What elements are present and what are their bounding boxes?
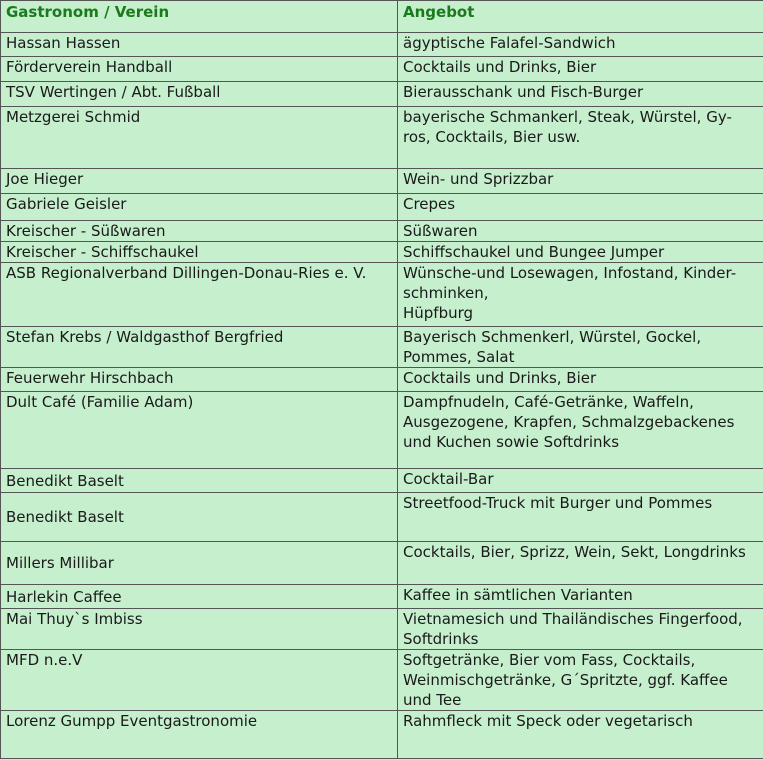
table-row — [1, 221, 763, 242]
offer-cell: Softgetränke, Bier vom Fass, Cocktails, Weinmischgetränke, G´Spritzte, ggf. Kaffee und Tee — [398, 650, 763, 711]
vendor-cell: Feuerwehr Hirschbach — [1, 368, 398, 392]
vendor-cell: Joe Hieger — [1, 169, 398, 194]
vendor-cell: Benedikt Baselt — [1, 469, 398, 493]
table-row — [1, 368, 763, 392]
offer-cell: Cocktail-Bar — [398, 469, 763, 493]
table-row — [1, 493, 763, 542]
table-row — [1, 82, 763, 107]
table-row — [1, 711, 763, 759]
vendor-cell: Kreischer - Süßwaren — [1, 221, 398, 242]
vendor-cell: Millers Millibar — [1, 542, 398, 585]
vendor-cell: MFD n.e.V — [1, 650, 398, 711]
table-row — [1, 242, 763, 263]
offer-cell: Cocktails, Bier, Sprizz, Wein, Sekt, Longdrinks — [398, 542, 763, 585]
offer-cell: Kaffee in sämtlichen Varianten — [398, 585, 763, 609]
vendor-cell: Metzgerei Schmid — [1, 107, 398, 169]
table-row — [1, 542, 763, 585]
table-row — [1, 263, 763, 327]
table-row — [1, 650, 763, 711]
vendor-cell: Förderverein Handball — [1, 57, 398, 82]
vendor-cell: Benedikt Baselt — [1, 493, 398, 542]
offer-cell: Cocktails und Drinks, Bier — [398, 368, 763, 392]
offer-cell: bayerische Schmankerl, Steak, Würstel, Gy- ros, Cocktails, Bier usw. — [398, 107, 763, 169]
offer-cell: Streetfood-Truck mit Burger und Pommes — [398, 493, 763, 542]
offer-cell: Dampfnudeln, Café-Getränke, Waffeln, Ausgezogene, Krapfen, Schmalzgebackenes und Kuchen sowie Softdrinks — [398, 392, 763, 469]
vendor-cell: Kreischer - Schiffschaukel — [1, 242, 398, 263]
header-vendor: Gastronom / Verein — [1, 1, 398, 33]
table-row — [1, 194, 763, 221]
table-row — [1, 327, 763, 368]
offer-cell: Crepes — [398, 194, 763, 221]
offer-cell: Wein- und Sprizzbar — [398, 169, 763, 194]
vendor-cell: Dult Café (Familie Adam) — [1, 392, 398, 469]
vendor-cell: Lorenz Gumpp Eventgastronomie — [1, 711, 398, 759]
table-row — [1, 57, 763, 82]
offer-cell: Bierausschank und Fisch-Burger — [398, 82, 763, 107]
offer-cell: ägyptische Falafel-Sandwich — [398, 33, 763, 57]
offer-cell: Rahmfleck mit Speck oder vegetarisch — [398, 711, 763, 759]
vendor-cell: Stefan Krebs / Waldgasthof Bergfried — [1, 327, 398, 368]
offer-cell: Cocktails und Drinks, Bier — [398, 57, 763, 82]
table-row — [1, 585, 763, 609]
vendor-cell: Harlekin Caffee — [1, 585, 398, 609]
table-row — [1, 107, 763, 169]
vendor-cell: TSV Wertingen / Abt. Fußball — [1, 82, 398, 107]
table-row — [1, 392, 763, 469]
offer-cell: Schiffschaukel und Bungee Jumper — [398, 242, 763, 263]
offer-cell: Süßwaren — [398, 221, 763, 242]
table-row — [1, 169, 763, 194]
table-row — [1, 33, 763, 57]
table-row — [1, 469, 763, 493]
vendor-cell: ASB Regionalverband Dillingen-Donau-Ries e. V. — [1, 263, 398, 327]
table-row — [1, 609, 763, 650]
header-offer: Angebot — [398, 1, 763, 33]
header-row — [1, 1, 763, 33]
vendor-cell: Mai Thuy`s Imbiss — [1, 609, 398, 650]
offer-cell: Wünsche-und Losewagen, Infostand, Kinder- schminken, Hüpfburg — [398, 263, 763, 327]
offer-cell: Bayerisch Schmenkerl, Würstel, Gockel, Pommes, Salat — [398, 327, 763, 368]
vendor-cell: Hassan Hassen — [1, 33, 398, 57]
vendor-cell: Gabriele Geisler — [1, 194, 398, 221]
offer-cell: Vietnamesich und Thailändisches Fingerfood, Softdrinks — [398, 609, 763, 650]
